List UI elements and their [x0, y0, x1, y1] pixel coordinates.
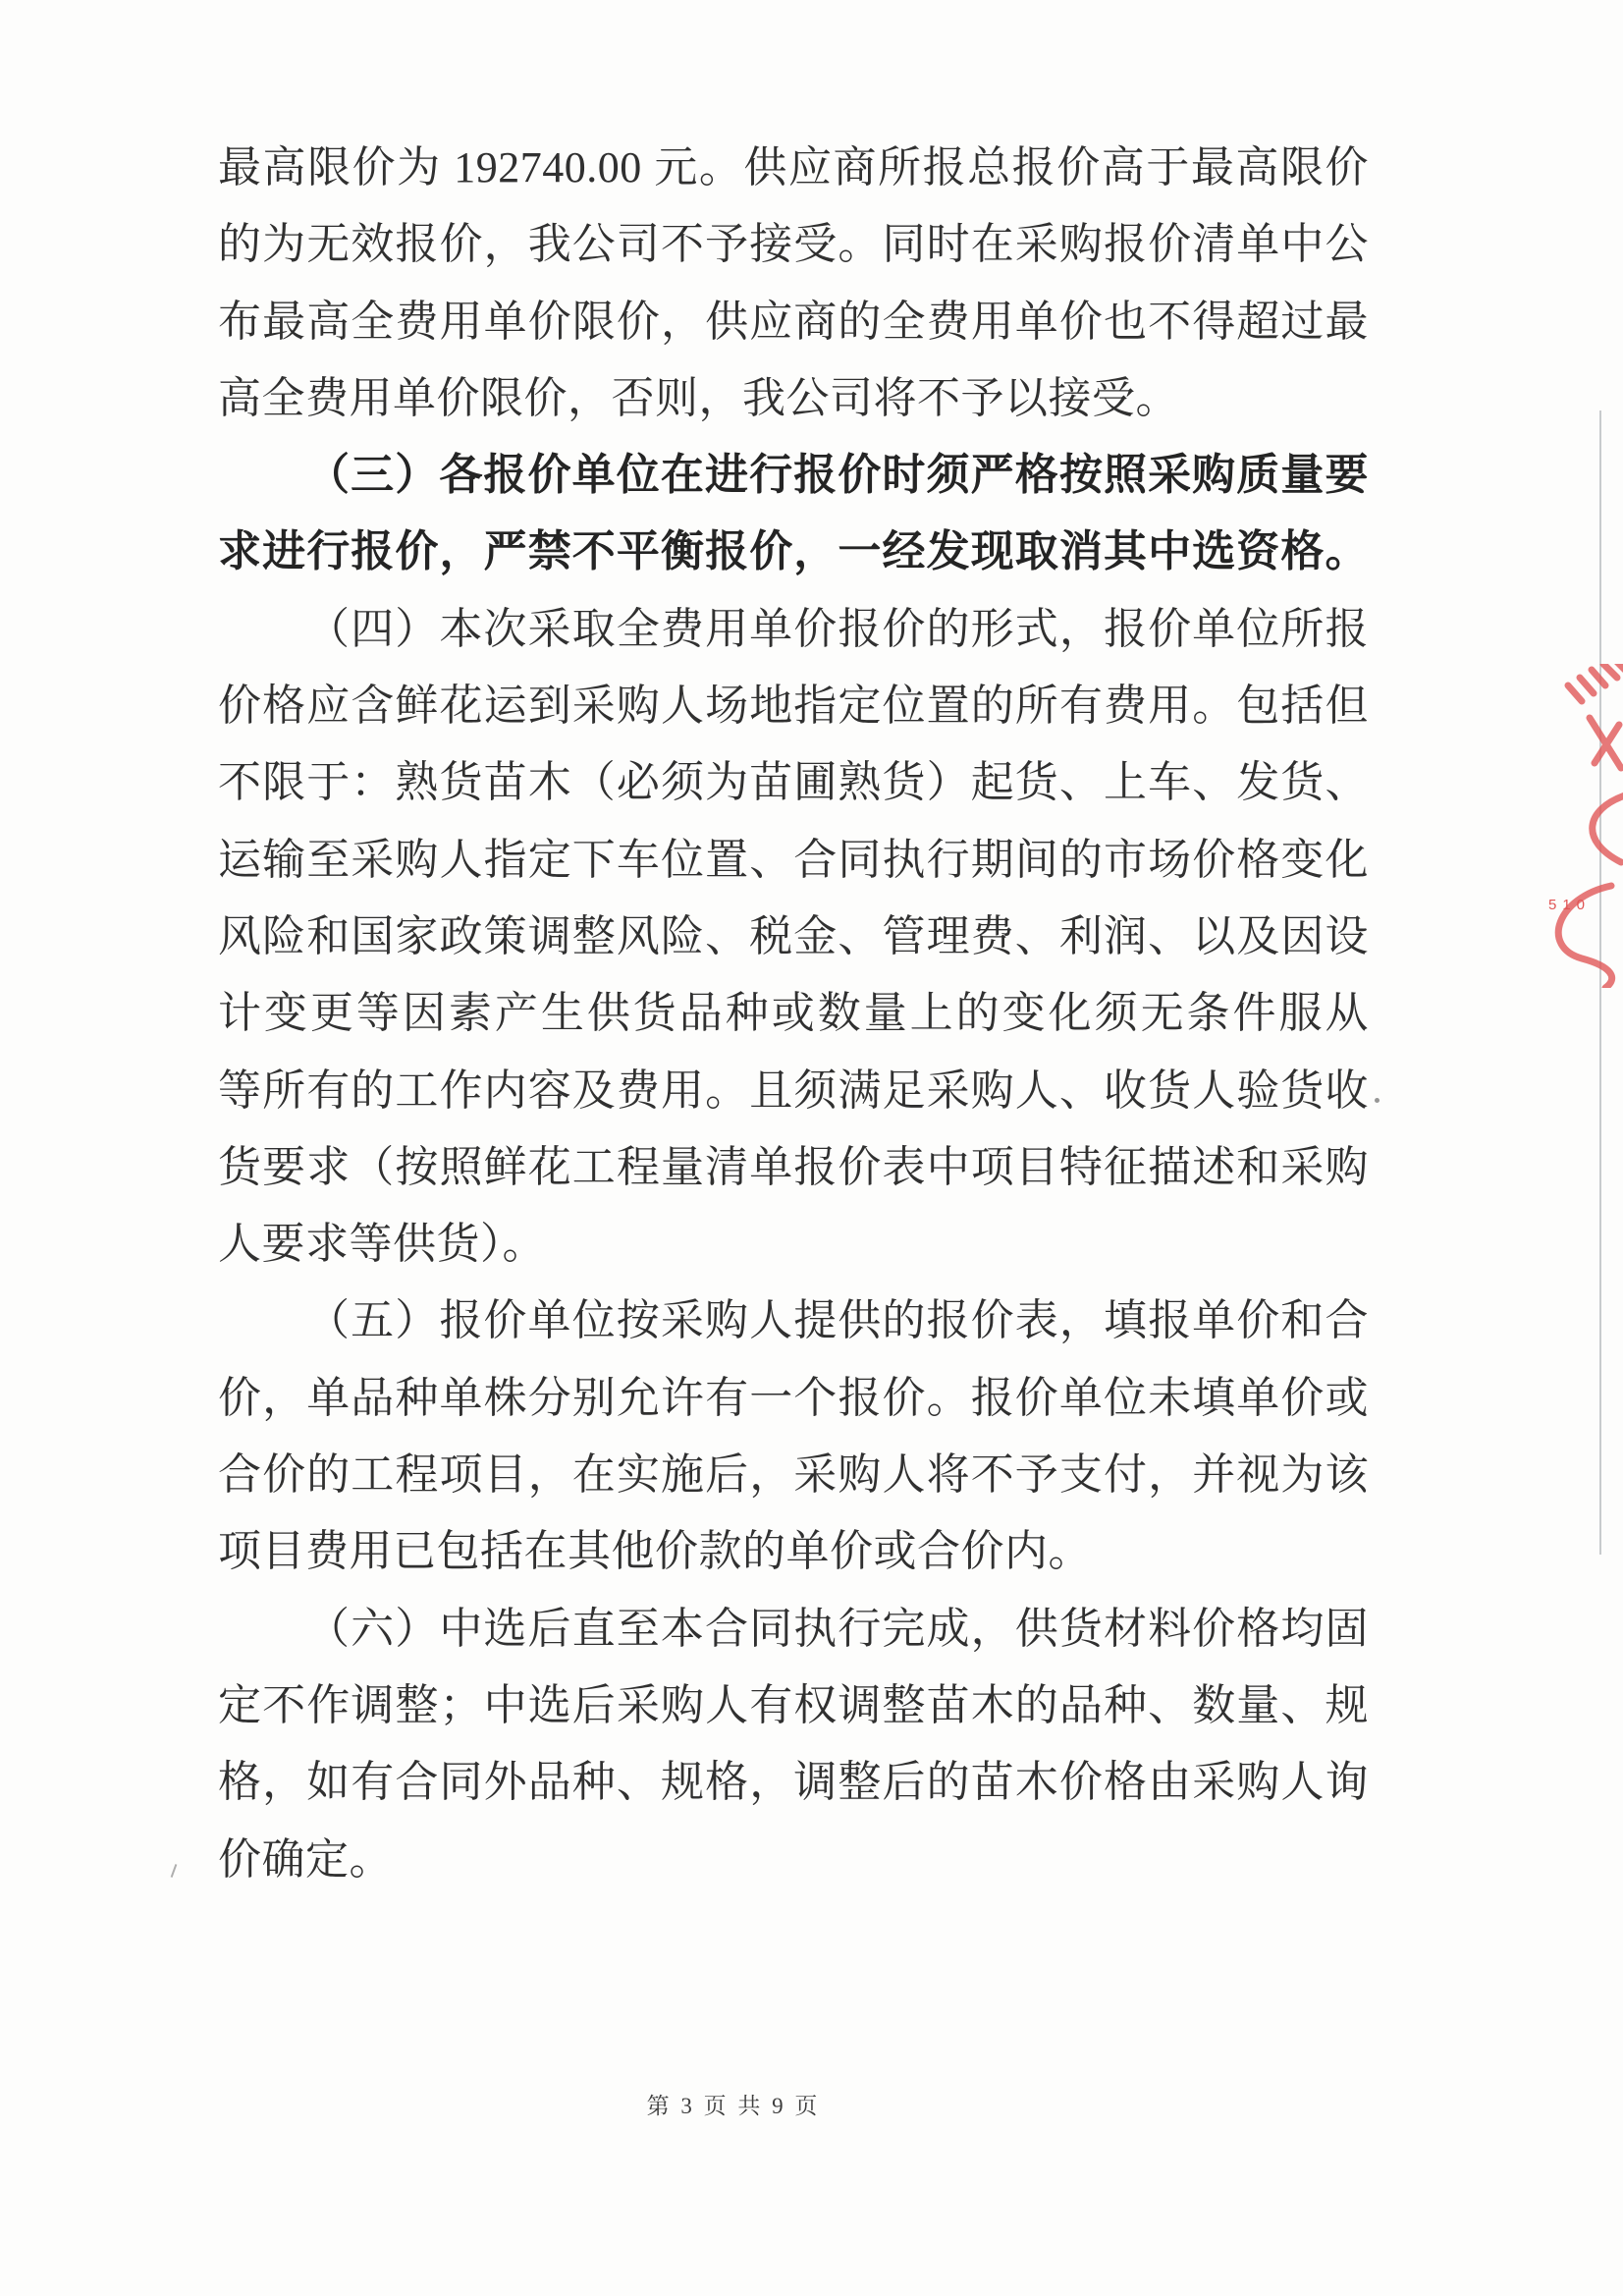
text-line: 合价的工程项目，在实施后，采购人将不予支付，并视为该: [218, 1450, 1369, 1500]
text-line: 等所有的工作内容及费用。且须满足采购人、收货人验货收: [218, 1066, 1369, 1115]
text-line: 价确定。: [218, 1834, 393, 1884]
text-line: 计变更等因素产生供货品种或数量上的变化须无条件服从: [218, 989, 1369, 1038]
text-line: 不限于：熟货苗木（必须为苗圃熟货）起货、上车、发货、: [218, 758, 1369, 807]
text-line: 定不作调整；中选后采购人有权调整苗木的品种、数量、规: [218, 1680, 1369, 1729]
text-line: 货要求（按照鲜花工程量清单报价表中项目特征描述和采购: [218, 1142, 1369, 1191]
text-line: 人要求等供货）。: [218, 1220, 546, 1269]
text-line: 价格应含鲜花运到采购人场地指定位置的所有费用。包括但: [218, 682, 1369, 731]
text-line: （四）本次采取全费用单价报价的形式，报价单位所报: [306, 604, 1369, 653]
text-line: 求进行报价，严禁不平衡报价，一经发现取消其中选资格。: [218, 527, 1369, 576]
red-stamp-fragment-icon: [1525, 664, 1623, 988]
text-line: 格，如有合同外品种、规格，调整后的苗木价格由采购人询: [218, 1758, 1369, 1807]
text-line: （五）报价单位按采购人提供的报价表，填报单价和合: [306, 1296, 1369, 1345]
scan-artifact-tick: [171, 1864, 178, 1878]
text-line: 运输至采购人指定下车位置、合同执行期间的市场价格变化: [218, 835, 1369, 884]
text-line: 风险和国家政策调整风险、税金、管理费、利润、以及因设: [218, 911, 1369, 960]
scan-artifact-dot: [1375, 1098, 1380, 1103]
text-line: 的为无效报价，我公司不予接受。同时在采购报价清单中公: [218, 220, 1369, 269]
text-line: 价，单品种单株分别允许有一个报价。报价单位未填单价或: [218, 1373, 1369, 1422]
text-line: 高全费用单价限价，否则，我公司将不予以接受。: [218, 373, 1179, 422]
text-line: （六）中选后直至本合同执行完成，供货材料价格均固: [306, 1604, 1369, 1653]
text-line: 布最高全费用单价限价，供应商的全费用单价也不得超过最: [218, 297, 1369, 346]
text-line: 最高限价为 192740.00 元。供应商所报总报价高于最高限价: [218, 143, 1369, 191]
text-line: 项目费用已包括在其他价款的单价或合价内。: [218, 1527, 1092, 1576]
page-number-footer: 第 3 页 共 9 页: [646, 2094, 821, 2118]
stamp-number: 510: [1548, 897, 1592, 913]
text-line: （三）各报价单位在进行报价时须严格按照采购质量要: [306, 451, 1369, 500]
document-body: [218, 130, 1369, 1898]
